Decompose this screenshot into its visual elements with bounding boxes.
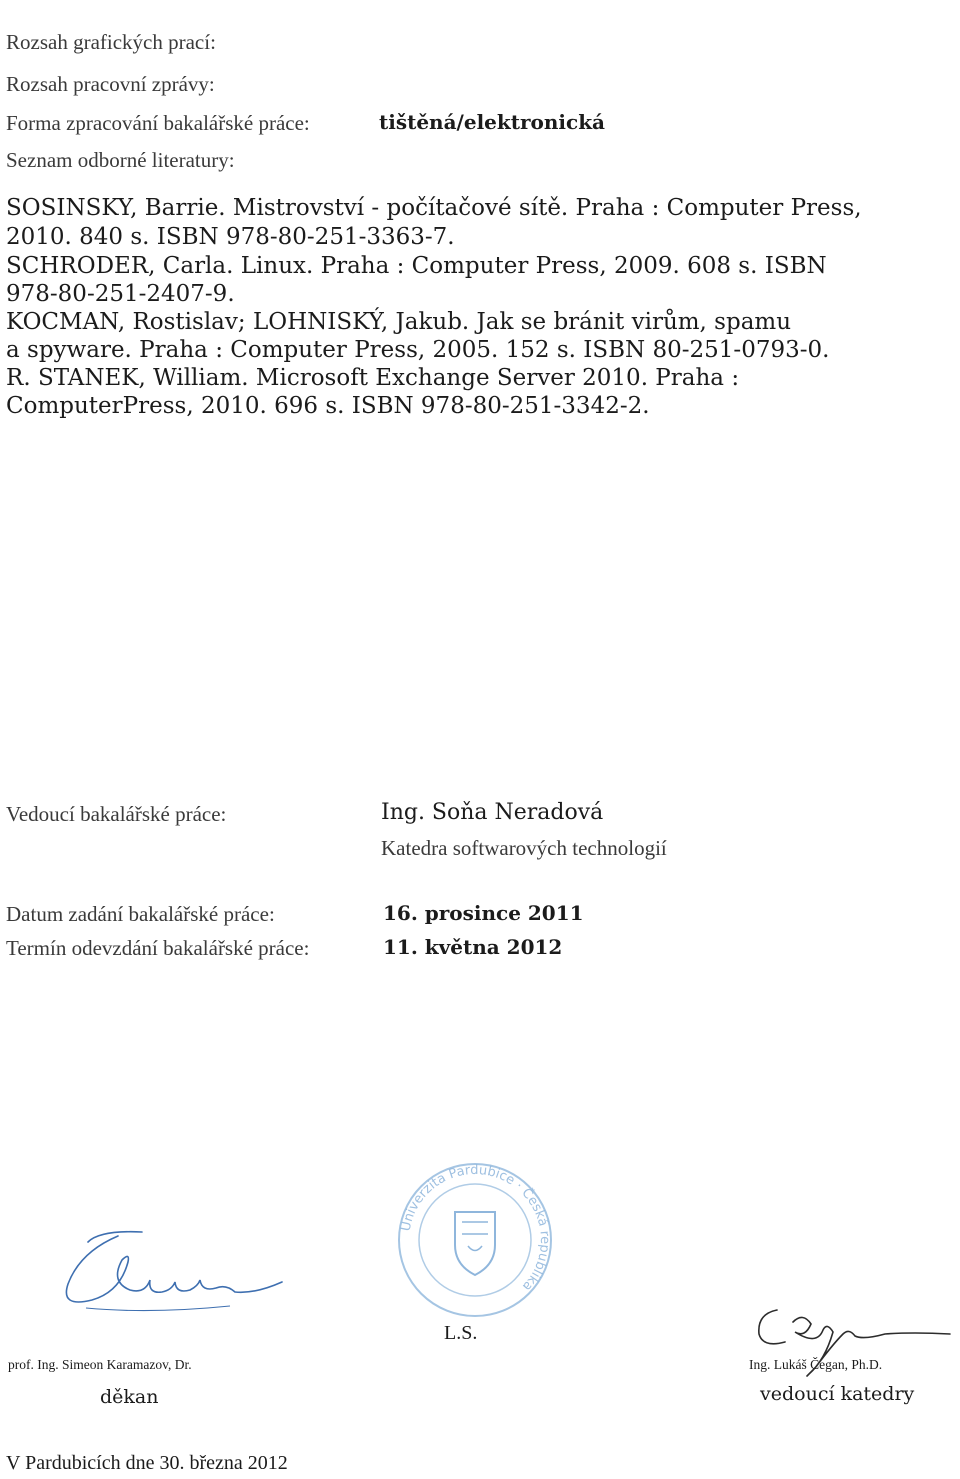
form-label: Forma zpracování bakalářské práce: bbox=[6, 111, 310, 135]
literature-line: ComputerPress, 2010. 696 s. ISBN 978-80-251-3342-2. bbox=[6, 393, 650, 419]
graphics-scope-label: Rozsah grafických prací: bbox=[6, 30, 216, 54]
literature-line: 978-80-251-2407-9. bbox=[6, 281, 235, 307]
supervisor-department: Katedra softwarových technologií bbox=[381, 836, 667, 860]
stamp-ring-text: Univerzita Pardubice · Česká republika bbox=[398, 1162, 553, 1294]
head-title: vedoucí katedry bbox=[760, 1383, 915, 1405]
literature-line: KOCMAN, Rostislav; LOHNISKÝ, Jakub. Jak se bránit virům, spamu bbox=[6, 309, 792, 335]
literature-line: SCHRODER, Carla. Linux. Praha : Computer Press, 2009. 608 s. ISBN bbox=[6, 253, 827, 279]
assigned-date-value: 16. prosince 2011 bbox=[383, 901, 584, 925]
dean-name: prof. Ing. Simeon Karamazov, Dr. bbox=[8, 1357, 192, 1372]
due-date-label: Termín odevzdání bakalářské práce: bbox=[6, 936, 310, 960]
dean-title: děkan bbox=[100, 1386, 159, 1408]
assigned-date-label: Datum zadání bakalářské práce: bbox=[6, 902, 275, 926]
due-date-value: 11. května 2012 bbox=[383, 935, 563, 959]
stamp-ls: L.S. bbox=[444, 1322, 478, 1344]
literature-label: Seznam odborné literatury: bbox=[6, 148, 235, 172]
dean-signature bbox=[30, 1222, 300, 1322]
report-scope-label: Rozsah pracovní zprávy: bbox=[6, 72, 215, 96]
form-value: tištěná/elektronická bbox=[379, 110, 606, 134]
literature-line: R. STANEK, William. Microsoft Exchange Server 2010. Praha : bbox=[6, 365, 740, 391]
supervisor-label: Vedoucí bakalářské práce: bbox=[6, 802, 227, 826]
literature-line: a spyware. Praha : Computer Press, 2005. 152 s. ISBN 80-251-0793-0. bbox=[6, 337, 830, 363]
place-date: V Pardubicích dne 30. března 2012 bbox=[6, 1452, 288, 1474]
supervisor-name: Ing. Soňa Neradová bbox=[381, 800, 604, 825]
literature-line: SOSINSKY, Barrie. Mistrovství - počítačové sítě. Praha : Computer Press, bbox=[6, 195, 862, 221]
head-name: Ing. Lukáš Čegan, Ph.D. bbox=[749, 1357, 883, 1372]
literature-line: 2010. 840 s. ISBN 978-80-251-3363-7. bbox=[6, 224, 455, 250]
university-stamp bbox=[390, 1160, 560, 1320]
